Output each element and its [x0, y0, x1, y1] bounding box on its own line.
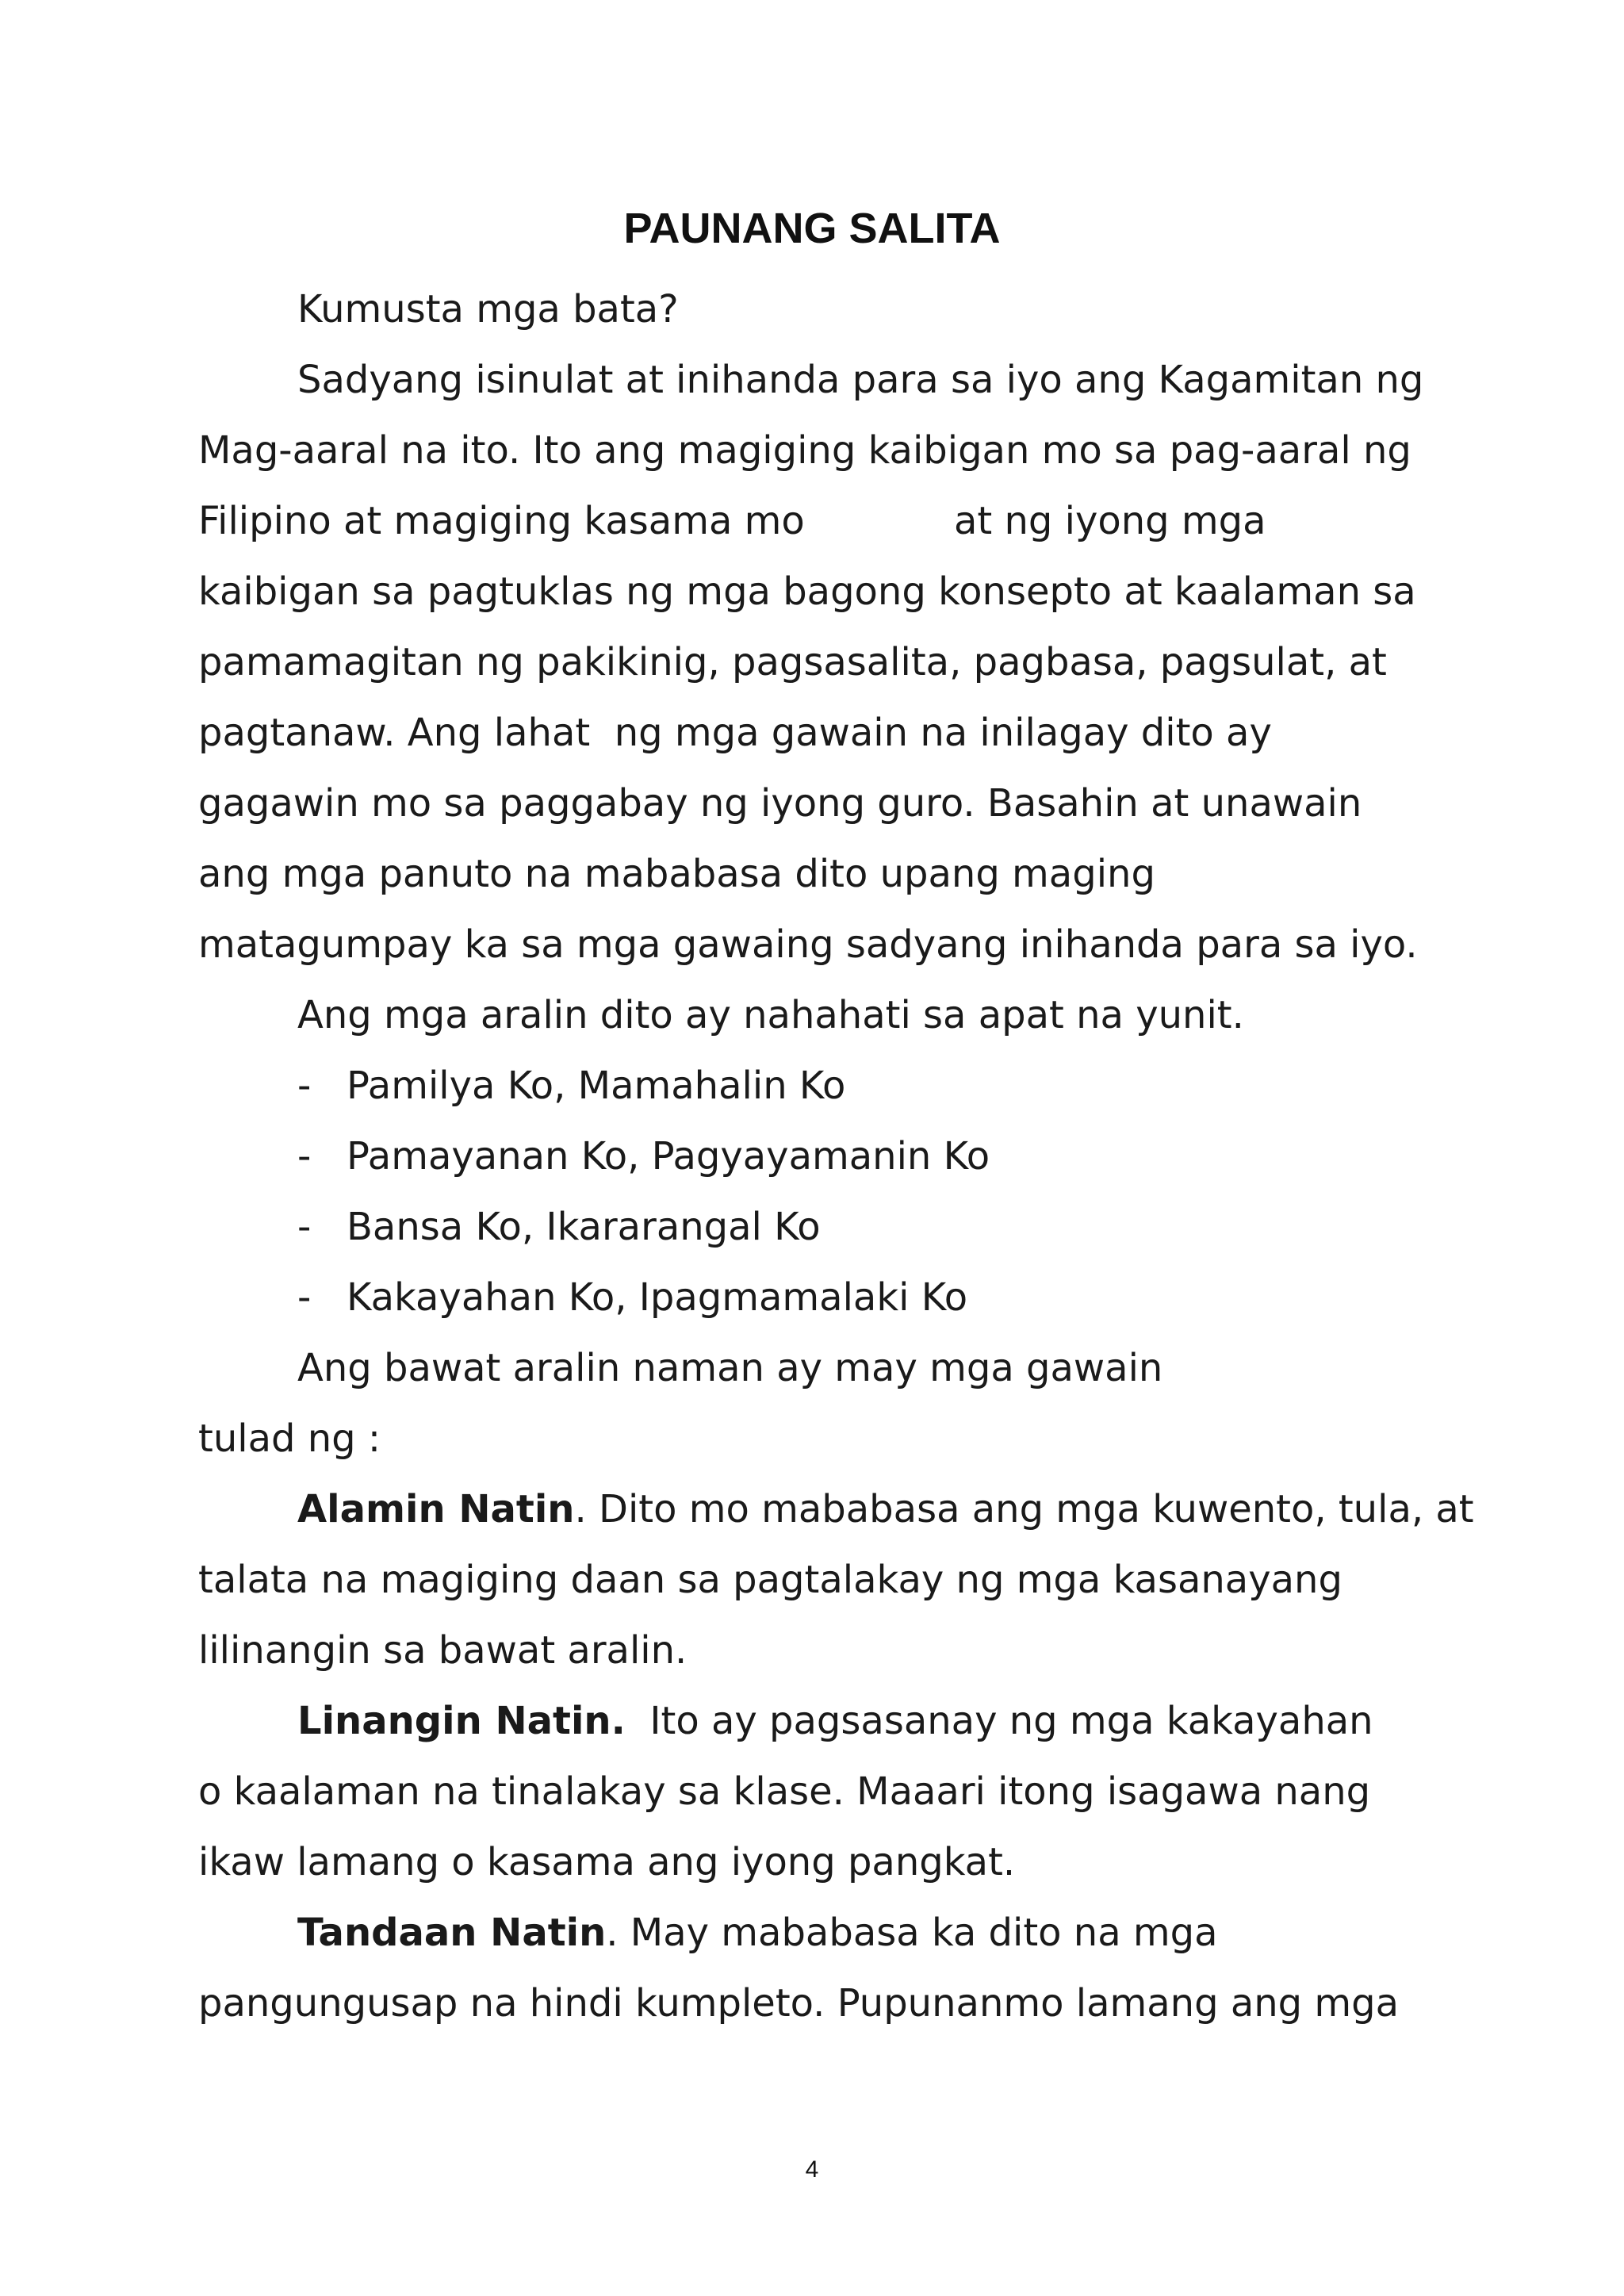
intro-line-9: matagumpay ka sa mga gawaing sadyang inihanda para sa iyo. [198, 922, 1418, 967]
page-number: 4 [805, 2156, 819, 2183]
tandaan-line-1 [297, 1904, 1218, 1961]
bullet-dash: - [297, 1275, 312, 1320]
alamin-label: Alamin Natin [297, 1487, 575, 1531]
intro-line-8: ang mga panuto na mababasa dito upang maging [198, 852, 1155, 896]
greeting: Kumusta mga bata? [297, 287, 679, 332]
intro-line-3b: at ng iyong mga [954, 499, 1266, 543]
intro-line-7: gagawin mo sa paggabay ng iyong guro. Basahin at unawain [198, 781, 1362, 826]
alamin-text: . Dito mo mababasa ang mga kuwento, tula, at [574, 1487, 1474, 1531]
linangin-label: Linangin Natin. [297, 1699, 626, 1743]
unit-3: Bansa Ko, Ikararangal Ko [347, 1205, 821, 1249]
linangin-text: Ito ay pagsasanay ng mga kakayahan [625, 1699, 1373, 1743]
alamin-line-2: talata na magiging daan sa pagtalakay ng mga kasanayang [198, 1558, 1342, 1602]
tandaan-text: . May mababasa ka dito na mga [606, 1911, 1218, 1955]
bullet-dash: - [297, 1205, 312, 1249]
unit-1: Pamilya Ko, Mamahalin Ko [347, 1064, 846, 1108]
tandaan-line-2: pangungusap na hindi kumpleto. Pupunanmo lamang ang mga [198, 1981, 1400, 2026]
linangin-line-1 [297, 1692, 1373, 1750]
alamin-line-1 [297, 1481, 1474, 1538]
linangin-line-3: ikaw lamang o kasama ang iyong pangkat. [198, 1840, 1016, 1884]
intro-line-3a: Filipino at magiging kasama mo [198, 499, 805, 543]
bullet-dash: - [297, 1134, 312, 1179]
intro-line-5: pamamagitan ng pakikinig, pagsasalita, pagbasa, pagsulat, at [198, 640, 1387, 684]
tandaan-label: Tandaan Natin [297, 1911, 607, 1955]
intro-line-1: Sadyang isinulat at inihanda para sa iyo ang Kagamitan ng [297, 358, 1424, 402]
activities-intro-1: Ang bawat aralin naman ay may mga gawain [297, 1346, 1163, 1390]
units-intro: Ang mga aralin dito ay nahahati sa apat na yunit. [297, 993, 1244, 1037]
page-title: PAUNANG SALITA [623, 205, 1001, 252]
unit-2: Pamayanan Ko, Pagyayamanin Ko [347, 1134, 990, 1179]
unit-4: Kakayahan Ko, Ipagmamalaki Ko [347, 1275, 968, 1320]
alamin-line-3: lilinangin sa bawat aralin. [198, 1628, 688, 1673]
activities-intro-2: tulad ng : [198, 1416, 381, 1461]
linangin-line-2: o kaalaman na tinalakay sa klase. Maaari itong isagawa nang [198, 1769, 1371, 1814]
intro-line-6: pagtanaw. Ang lahat ng mga gawain na inilagay dito ay [198, 711, 1272, 755]
intro-line-2: Mag-aaral na ito. Ito ang magiging kaibigan mo sa pag-aaral ng [198, 428, 1411, 473]
intro-line-4: kaibigan sa pagtuklas ng mga bagong konsepto at kaalaman sa [198, 569, 1416, 614]
bullet-dash: - [297, 1064, 312, 1108]
